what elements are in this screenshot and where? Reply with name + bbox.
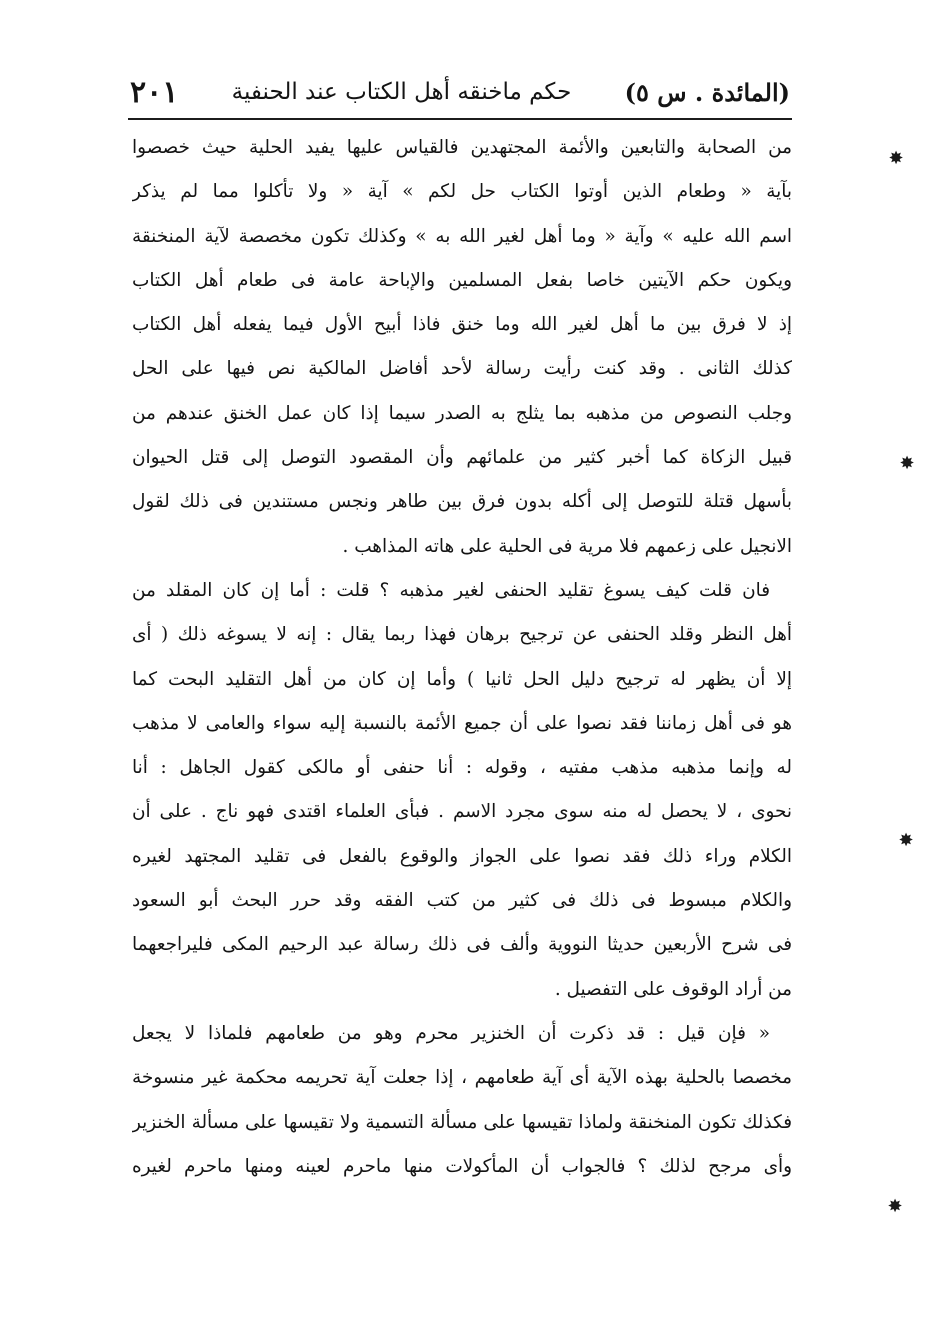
text-line-21: « فإن قيل : قد ذكرت أن الخنزير محرم وهو من طعامهم فلماذا لا يجعل [132,1022,770,1044]
text-line-10: الانجيل على زعمهم فلا مرية فى الحلية على هاته المذاهب . [342,535,792,557]
text-line-5: إذ لا فرق بين ما أهل لغير الله وما خنق فاذا أبيح الأول فيما يفعله أهل الكتاب [132,314,792,336]
text-line-13: إلا أن يظهر له ترجيح دليل الحل ثانيا ) وأما إن كان من أهل التقليد البحت كما [132,668,792,690]
running-title: حكم ماخنقه أهل الكتاب عند الحنفية [231,79,572,105]
text-line-12: أهل النظر وقلد الحنفى عن ترجيح برهان فهذا ربما يقال : إنه لا يسوغه ذلك ( أى [132,624,792,646]
text-line-4: ويكون حكم الآيتين خاصا بفعل المسلمين والإباحة عامة فى طعام أهل الكتاب [132,269,792,291]
header-rule [128,118,792,120]
text-line-2: بآية « وطعام الذين أوتوا الكتاب حل لكم » آية « ولا تأكلوا مما لم يذكر [132,181,792,203]
text-line-8: قبيل الزكاة كما أخبر كثير من علمائهم وأن المقصود التوصل إلى قتل الحيوان [132,447,792,469]
text-line-18: والكلام مبسوط فى ذلك فى كثير من كتب الفقه وقد حرر البحث أبو السعود [132,890,792,912]
text-line-24: وأى مرجح لذلك ؟ فالجواب أن المأكولات منها ماحرم لعينه ومنها ماحرم لغيره [132,1155,792,1177]
page-number: ٢٠١ [130,74,179,110]
text-line-20: من أراد الوقوف على التفصيل . [554,978,792,1000]
margin-star-icon: ✸ [888,148,904,169]
text-line-17: الكلام وراء ذلك فقد نصوا على الجواز والوقوع بالفعل فى تقليد المجتهد لغيره [132,845,792,867]
text-line-1: من الصحابة والتابعين والأئمة المجتهدين فالقياس عليها يفيد الحلية حيث خصصوا [132,137,792,158]
text-line-7: وجلب النصوص من مذهبه بما يثلج به الصدر سيما إذا كان عمل الخنق عندهم من [132,402,792,424]
text-line-19: فى شرح الأربعين حديثا النووية وألف فى ذلك رسالة عبد الرحيم المكى فليراجعهما [132,934,792,956]
text-line-3: اسم الله عليه » وآية « وما أهل لغير الله به » وكذلك تكون مخصصة لآية المنخنقة [132,225,792,247]
text-line-14: هو فى أهل زماننا فقد نصوا على أن جميع الأئمة بالنسبة إليه سواء والعامى لا مذهب [132,712,792,734]
page-header [130,70,790,114]
margin-star-icon: ✸ [887,1196,903,1217]
text-line-11: فان قلت كيف يسوغ تقليد الحنفى لغير مذهبه ؟ قلت : أما إن كان المقلد من [132,579,770,601]
text-line-22: مخصصا بالحلية بهذه الآية أى آية طعامهم ، إذا جعلت آية تحريمه محكمة غير منسوخة [132,1067,792,1089]
margin-star-icon: ✸ [899,453,915,474]
text-line-23: فكذلك تكون المنخنقة ولماذا تقيسها على مسألة التسمية ولا تقيسها على مسألة الخنزير [132,1111,792,1133]
text-line-9: بأسهل قتلة للتوصل إلى أكله بدون فرق بين طاهر ونجس مستندين فى ذلك لقول [132,491,792,513]
text-line-15: له وإنما مذهبه مذهب مفتيه ، وقوله : أنا حنفى أو مالكى كقول الجاهل : أنا [132,757,792,779]
text-line-16: نحوى ، لا يحصل له منه سوى مجرد الاسم . فبأى العلماء اقتدى فهو ناج . على أن [132,801,792,823]
margin-star-icon: ✸ [898,830,914,851]
body-text [132,126,792,1189]
text-line-6: كذلك الثانى . وقد كنت رأيت رسالة لأحد أفاضل المالكية نص فيها على الحل [132,358,792,380]
chapter-reference: (المائدة . س ٥) [624,77,790,107]
